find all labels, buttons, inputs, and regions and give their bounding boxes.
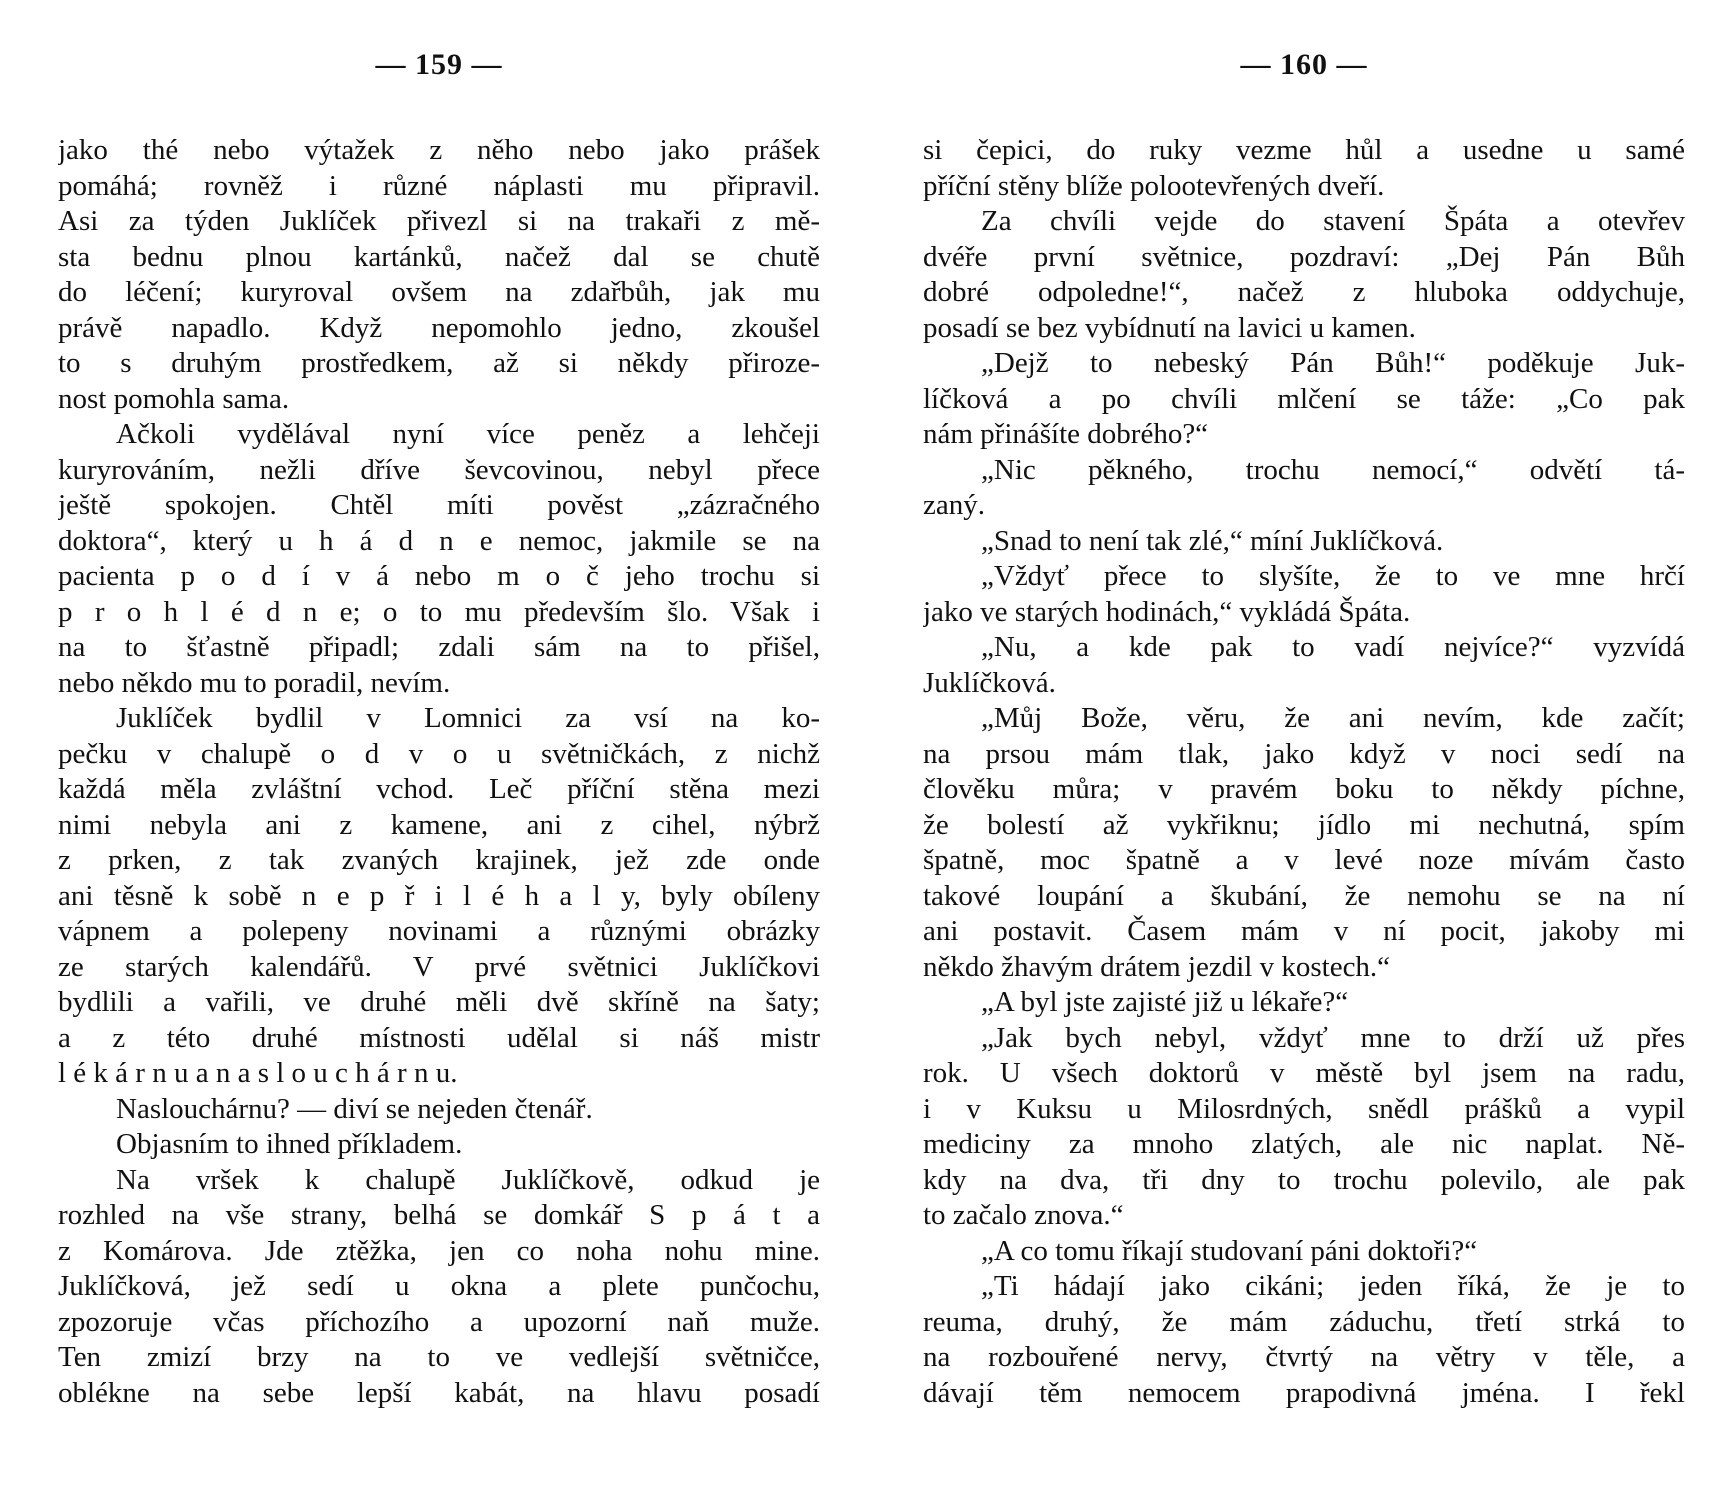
text-line: na rozbouřené nervy, čtvrtý na větry v těle, a (923, 1341, 1685, 1373)
right-page-text (923, 133, 1685, 1411)
text-line: „A co tomu říkají studovaní páni doktoři?“ (981, 1234, 1478, 1267)
text-line: dvéře první světnice, pozdraví: „Dej Pán Bůh (923, 240, 1685, 273)
text-line: někdo žhavým drátem jezdil v kostech.“ (923, 950, 1391, 983)
text-line: bydlili a vařili, ve druhé měli dvě skříně na šaty; (58, 986, 820, 1018)
text-line: kuryrováním, nežli dříve ševcovinou, nebyl přece (58, 453, 820, 486)
text-line: člověku můra; v pravém boku to někdy píchne, (923, 773, 1685, 805)
text-line: to s druhým prostředkem, až si někdy přiroze- (58, 347, 820, 379)
text-line: Juklíčková. (923, 666, 1056, 699)
text-line: pacienta p o d í v á nebo m o č jeho trochu si (58, 560, 820, 592)
text-line: Juklíček bydlil v Lomnici za vsí na ko- (116, 702, 820, 734)
text-line: i v Kuksu u Milosrdných, snědl prášků a vypil (923, 1092, 1685, 1125)
text-line: „A byl jste zajisté již u lékaře?“ (981, 986, 1349, 1018)
text-line: zaný. (923, 489, 985, 521)
text-line: jako thé nebo výtažek z něho nebo jako prášek (58, 134, 820, 166)
page-number-right: — 160 — (1240, 48, 1368, 81)
right-page (923, 0, 1685, 1500)
text-line: Juklíčková, jež sedí u okna a plete punčochu, (58, 1270, 820, 1302)
text-line: líčková a po chvíli mlčení se táže: „Co pak (923, 382, 1685, 415)
text-line: sta bednu plnou kartánků, načež dal se chutě (58, 240, 820, 273)
text-line: „Snad to není tak zlé,“ míní Juklíčková. (981, 524, 1444, 557)
text-line: „Můj Bože, věru, že ani nevím, kde začít; (981, 702, 1685, 734)
text-line: p r o h l é d n e; o to mu především šlo. Však i (58, 595, 820, 628)
text-line: to začalo znova.“ (923, 1199, 1124, 1231)
text-line: ještě spokojen. Chtěl míti pověst „zázračného (58, 489, 820, 521)
text-line: ani postavit. Časem mám v ní pocit, jakoby mi (923, 915, 1685, 947)
text-line: na prsou mám tlak, jako když v noci sedí na (923, 737, 1685, 770)
text-line: „Jak bych nebyl, vždyť mne to drží už přes (981, 1021, 1685, 1054)
text-line: dobré odpoledne!“, načež z hluboka oddychuje, (923, 276, 1685, 308)
text-line: právě napadlo. Když nepomohlo jedno, zkoušel (58, 311, 820, 344)
text-line: do léčení; kuryroval ovšem na zdařbůh, jak mu (58, 276, 820, 308)
text-line: Objasním to ihned příkladem. (116, 1128, 463, 1160)
text-line: Za chvíli vejde do stavení Špáta a otevřev (981, 205, 1685, 237)
text-line: na to šťastně připadl; zdali sám na to přišel, (58, 631, 820, 663)
text-line: že bolestí až vykřiknu; jídlo mi nechutná, spím (923, 808, 1685, 841)
text-line: jako ve starých hodinách,“ vykládá Špáta. (923, 595, 1411, 628)
text-line: „Dejž to nebeský Pán Bůh!“ poděkuje Juk- (981, 347, 1685, 379)
text-line: „Nic pěkného, trochu nemocí,“ odvětí tá- (981, 453, 1685, 486)
text-line: dávají těm nemocem prapodivná jména. I řekl (923, 1376, 1685, 1409)
text-line: rozhled na vše strany, belhá se domkář S p á t a (58, 1199, 820, 1231)
text-line: z prken, z tak zvaných krajinek, jež zde onde (58, 844, 820, 876)
text-line: rok. U všech doktorů v městě byl jsem na radu, (923, 1057, 1685, 1089)
text-line: „Nu, a kde pak to vadí nejvíce?“ vyzvídá (981, 631, 1685, 663)
text-line: zpozoruje včas příchozího a upozorní naň muže. (58, 1305, 820, 1338)
text-line: pečku v chalupě o d v o u světničkách, z nichž (58, 737, 820, 770)
text-line: si čepici, do ruky vezme hůl a usedne u samé (923, 134, 1685, 166)
text-line: doktora“, který u h á d n e nemoc, jakmile se na (58, 524, 820, 557)
text-line: každá měla zvláštní vchod. Leč příční stěna mezi (58, 773, 820, 805)
text-line: nost pomohla sama. (58, 382, 290, 415)
text-line: ze starých kalendářů. V prvé světnici Juklíčkovi (58, 950, 820, 983)
text-line: l é k á r n u a n a s l o u c h á r n u. (58, 1057, 458, 1089)
text-line: ani těsně k sobě n e p ř i l é h a l y, byly obíleny (58, 879, 820, 912)
text-line: „Vždyť přece to slyšíte, že to ve mne hrčí (981, 560, 1685, 592)
text-line: Asi za týden Juklíček přivezl si na trakaři z mě- (58, 205, 820, 237)
text-line: kdy na dva, tři dny to trochu polevilo, ale pak (923, 1163, 1685, 1196)
text-line: a z této druhé místnosti udělal si náš mistr (58, 1021, 820, 1054)
text-line: nám přinášíte dobrého?“ (923, 418, 1209, 450)
text-line: příční stěny blíže polootevřených dveří. (923, 169, 1385, 202)
text-line: posadí se bez vybídnutí na lavici u kamen. (923, 311, 1416, 344)
text-line: „Ti hádají jako cikáni; jeden říká, že je to (981, 1270, 1685, 1302)
text-line: z Komárova. Jde ztěžka, jen co noha nohu mine. (58, 1234, 820, 1267)
left-page-text (58, 133, 820, 1411)
page-number-left: — 159 — (375, 48, 503, 81)
text-line: Na vršek k chalupě Juklíčkově, odkud je (116, 1163, 820, 1196)
text-line: Ačkoli vydělával nyní více peněz a lehčeji (116, 418, 820, 450)
text-line: Naslouchárnu? — diví se nejeden čtenář. (116, 1092, 593, 1125)
text-line: vápnem a polepeny novinami a různými obrázky (58, 915, 820, 947)
text-line: špatně, moc špatně a v levé noze mívám často (923, 844, 1685, 876)
left-page (58, 0, 820, 1500)
text-line: pomáhá; rovněž i různé náplasti mu připravil. (58, 169, 820, 202)
text-line: mediciny za mnoho zlatých, ale nic naplat. Ně- (923, 1128, 1685, 1160)
text-line: obléknе na sebe lepší kabát, na hlavu posadí (58, 1376, 820, 1409)
text-line: reuma, druhý, že mám záduchu, třetí strká to (923, 1305, 1685, 1338)
text-line: Ten zmizí brzy na to ve vedlejší světničce, (58, 1341, 820, 1373)
text-line: nimi nebyla ani z kamene, ani z cihel, nýbrž (58, 808, 820, 841)
text-line: takové loupání a škubání, že nemohu se na ní (923, 879, 1685, 912)
text-line: nebo někdo mu to poradil, nevím. (58, 666, 451, 699)
